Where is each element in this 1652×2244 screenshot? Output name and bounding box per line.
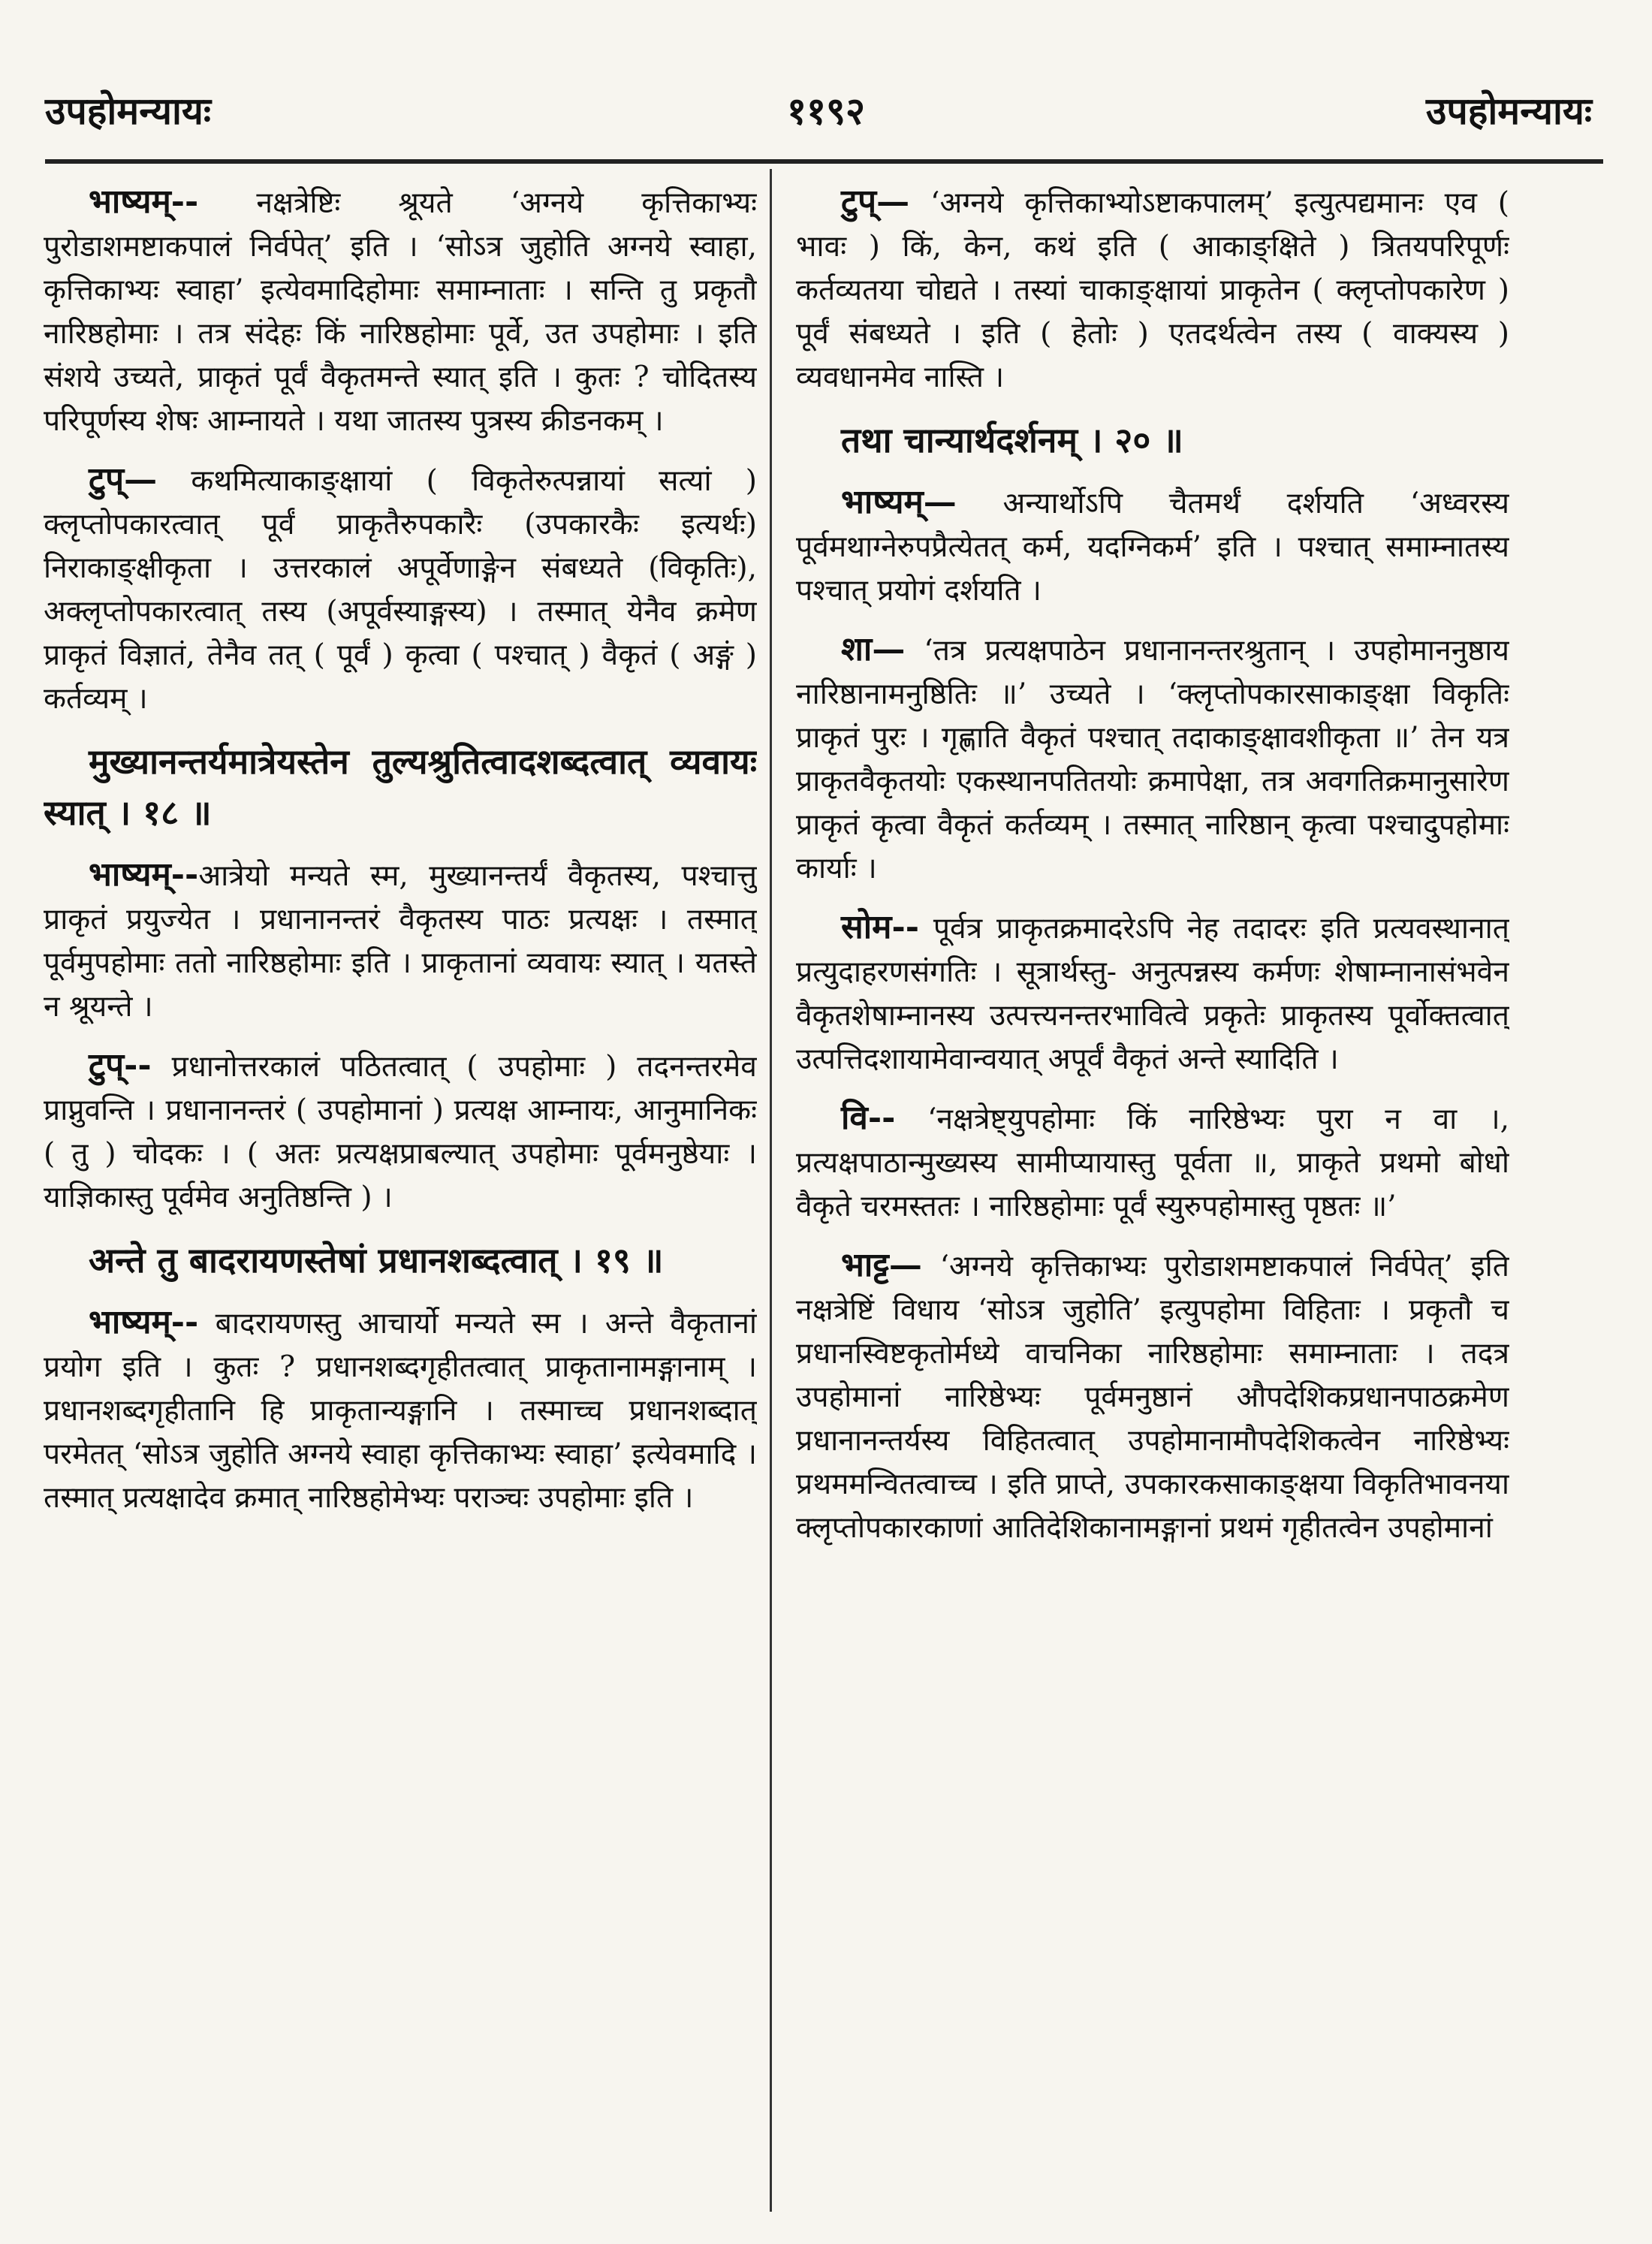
paragraph-text: प्रधानोत्तरकालं पठितत्वात् ( उपहोमाः ) तदनन्तरमेव प्राप्नुवन्ति । प्रधानानन्तरं ( उपहोमानां ) प्रत्यक्ष आम्नायः, आनुमानिकः ( तु ) चोदकः । ( अतः प्रत्यक्षप्राबल्यात् उपहोमाः पूर्वमनुष्ठेयाः । याज्ञिकास्तु पूर्वमेव अनुतिष्ठन्ति ) । bbox=[44, 1050, 757, 1214]
running-head-right: उपहोमन्यायः bbox=[1426, 89, 1592, 133]
paragraph-text: ‘तत्र प्रत्यक्षपाठेन प्रधानानन्तरश्रुतान् । उपहोमाननुष्ठाय नारिष्ठानामनुष्ठितिः ॥’ उच्यते । ‘क्लृप्तोपकारसाकाङ्क्षा विकृतिः प्राकृतं पुरः । गृह्णाति वैकृतं पश्चात् तदाकाङ्क्षावशीकृता ॥’ तेन यत्र प्राकृतवैकृतयोः एकस्थानपतितयोः क्रमापेक्षा, तत्र अवगतिक्रमानुसारेण प्राकृतं कृत्वा वैकृतं कर्तव्यम् । तस्मात् नारिष्ठान् कृत्वा पश्चादुपहोमाः कार्याः । bbox=[796, 634, 1509, 885]
paragraph bbox=[44, 458, 757, 721]
sutra: तथा चान्यार्थदर्शनम् । २० ॥ bbox=[841, 420, 1183, 460]
commentary-label: सोम-- bbox=[841, 908, 919, 946]
commentary-label: भाट्ट— bbox=[841, 1246, 922, 1284]
sutra: अन्ते तु बादरायणस्तेषां प्रधानशब्दत्वात् । १९ ॥ bbox=[89, 1240, 664, 1280]
paragraph bbox=[796, 180, 1509, 400]
paragraph bbox=[796, 1244, 1509, 1550]
right-column bbox=[796, 180, 1509, 2230]
paragraph bbox=[796, 906, 1509, 1081]
paragraph bbox=[44, 1044, 757, 1220]
paragraph bbox=[796, 628, 1509, 891]
running-head-left: उपहोमन्यायः bbox=[45, 89, 211, 133]
paragraph bbox=[44, 180, 757, 443]
paragraph bbox=[44, 853, 757, 1029]
commentary-label: शा— bbox=[841, 630, 906, 668]
paragraph-text: ‘अग्नये कृत्तिकाभ्यः पुरोडाशमष्टाकपालं निर्वपेत्’ इति नक्षत्रेष्टिं विधाय ‘सोऽत्र जुहोति’ इत्युपहोमा विहिताः । प्रकृतौ च प्रधानस्विष्टकृतोर्मध्ये वाचनिका नारिष्ठहोमाः समाम्नाताः । तदत्र उपहोमानां नारिष्ठेभ्यः पूर्वमनुष्ठानं औपदेशिकप्रधानपाठक्रमेण प्रधानानन्तर्यस्य विहितत्वात् उपहोमानामौपदेशिकत्वेन नारिष्ठेभ्यः प्रथममन्वितत्वाच्च । इति प्राप्ते, उपकारकसाकाङ्क्षया विकृतिभावनया क्लृप्तोपकारकाणां आतिदेशिकानामङ्गानां प्रथमं गृहीतत्वेन उपहोमानां bbox=[796, 1250, 1509, 1545]
paragraph-text: ‘अग्नये कृत्तिकाभ्योऽष्टाकपालम्’ इत्युत्पद्यमानः एव ( भावः ) किं, केन, कथं इति ( आकाङ्क्षिते ) त्रितयपरिपूर्णः कर्तव्यतया चोद्यते । तस्यां चाकाङ्क्षायां प्राकृतेन ( क्लृप्तोपकारेण ) पूर्वं संबध्यते । इति ( हेतोः ) एतदर्थत्वेन तस्य ( वाक्यस्य ) व्यवधानमेव नास्ति । bbox=[796, 186, 1509, 394]
paragraph-text: अन्यार्थोऽपि चैतमर्थं दर्शयति ‘अध्वरस्य पूर्वमथाग्नेरुपप्रैत्येतत् कर्म, यदग्निकर्म’ इति । पश्चात् समाम्नातस्य पश्चात् प्रयोगं दर्शयति । bbox=[796, 487, 1509, 608]
paragraph bbox=[796, 1096, 1509, 1229]
left-column bbox=[44, 180, 757, 2230]
column-divider bbox=[770, 169, 772, 2212]
paragraph-text: ‘नक्षत्रेष्ट्युपहोमाः किं नारिष्ठेभ्यः पुरा न वा ।, प्रत्यक्षपाठान्मुख्यस्य सामीप्यायास्तु पूर्वता ॥, प्राकृते प्रथमो बोधो वैकृते चरमस्ततः । नारिष्ठहोमाः पूर्वं स्युरुपहोमास्तु पृष्ठतः ॥’ bbox=[796, 1102, 1509, 1223]
commentary-label: वि-- bbox=[841, 1099, 896, 1137]
paragraph-text: पूर्वत्र प्राकृतक्रमादरेऽपि नेह तदादरः इति प्रत्यवस्थानात् प्रत्युदाहरणसंगतिः । सूत्रार्थस्तु- अनुत्पन्नस्य कर्मणः शेषाम्नानासंभवेन वैकृतशेषाम्नानस्य उत्पत्त्यनन्तरभावित्वे प्रकृतेः प्राकृतस्य पूर्वोक्तत्वात् उत्पत्तिदशायामेवान्वयात् अपूर्वं वैकृतं अन्ते स्यादिति । bbox=[796, 912, 1509, 1076]
paragraph bbox=[44, 1301, 757, 1520]
paragraph-text: बादरायणस्तु आचार्यो मन्यते स्म । अन्ते वैकृतानां प्रयोग इति । कुतः ? प्रधानशब्दगृहीतत्वात् प्राकृतानामङ्गानाम् । प्रधानशब्दगृहीतानि हि प्राकृतान्यङ्गानि । तस्माच्च प्रधानशब्दात् परमेतत् ‘सोऽत्र जुहोति अग्नये स्वाहा कृत्तिकाभ्यः स्वाहा’ इत्येवमादि । तस्मात् प्रत्यक्षादेव क्रमात् नारिष्ठहोमेभ्यः पराञ्चः उपहोमाः इति । bbox=[44, 1307, 757, 1515]
commentary-label: भाष्यम्— bbox=[841, 483, 957, 521]
commentary-label: टुप्— bbox=[841, 182, 910, 221]
paragraph bbox=[796, 481, 1509, 613]
paragraph-text: आत्रेयो मन्यते स्म, मुख्यानन्तर्यं वैकृतस्य, पश्चात्तु प्राकृतं प्रयुज्येत । प्रधानानन्तरं वैकृतस्य पाठः प्रत्यक्षः । तस्मात् पूर्वमुपहोमाः ततो नारिष्ठहोमाः इति । प्राकृतानां व्यवायः स्यात् । यतस्ते न श्रूयन्ते । bbox=[44, 859, 757, 1024]
commentary-label: टुप्-- bbox=[89, 1046, 152, 1084]
commentary-label: टुप्— bbox=[89, 460, 158, 499]
header-rule bbox=[45, 159, 1603, 164]
commentary-label: भाष्यम्-- bbox=[89, 1303, 199, 1341]
commentary-label: भाष्यम्-- bbox=[89, 182, 199, 221]
paragraph-text: कथमित्याकाङ्क्षायां ( विकृतेरुत्पन्नायां सत्यां ) क्लृप्तोपकारत्वात् पूर्वं प्राकृतैरुपकारैः (उपकारकैः इत्यर्थः) निराकाङ्क्षीकृता । उत्तरकालं अपूर्वेणाङ्गेन संबध्यते (विकृतिः), अक्लृप्तोपकारत्वात् तस्य (अपूर्वस्याङ्गस्य) । तस्मात् येनैव क्रमेण प्राकृतं विज्ञातं, तेनैव तत् ( पूर्वं ) कृत्वा ( पश्चात् ) वैकृतं ( अङ्गं ) कर्तव्यम् । bbox=[44, 464, 757, 716]
paragraph-text: नक्षत्रेष्टिः श्रूयते ‘अग्नये कृत्तिकाभ्यः पुरोडाशमष्टाकपालं निर्वपेत्’ इति । ‘सोऽत्र जुहोति अग्नये स्वाहा, कृत्तिकाभ्यः स्वाहा’ इत्येवमादिहोमाः समाम्नाताः । सन्ति तु प्रकृतौ नारिष्ठहोमाः । तत्र संदेहः किं नारिष्ठहोमाः पूर्वे, उत उपहोमाः । इति संशये उच्यते, प्राकृतं पूर्वं वैकृतमन्ते स्यात् इति । कुतः ? चोदितस्य परिपूर्णस्य शेषः आम्नायते । यथा जातस्य पुत्रस्य क्रीडनकम् । bbox=[44, 186, 757, 438]
commentary-label: भाष्यम्-- bbox=[89, 855, 199, 894]
page-number: ११९२ bbox=[787, 89, 865, 133]
sutra: मुख्यानन्तर्यमात्रेयस्तेन तुल्यश्रुतित्वादशब्दत्वात् व्यवायः स्यात् । १८ ॥ bbox=[44, 741, 757, 833]
